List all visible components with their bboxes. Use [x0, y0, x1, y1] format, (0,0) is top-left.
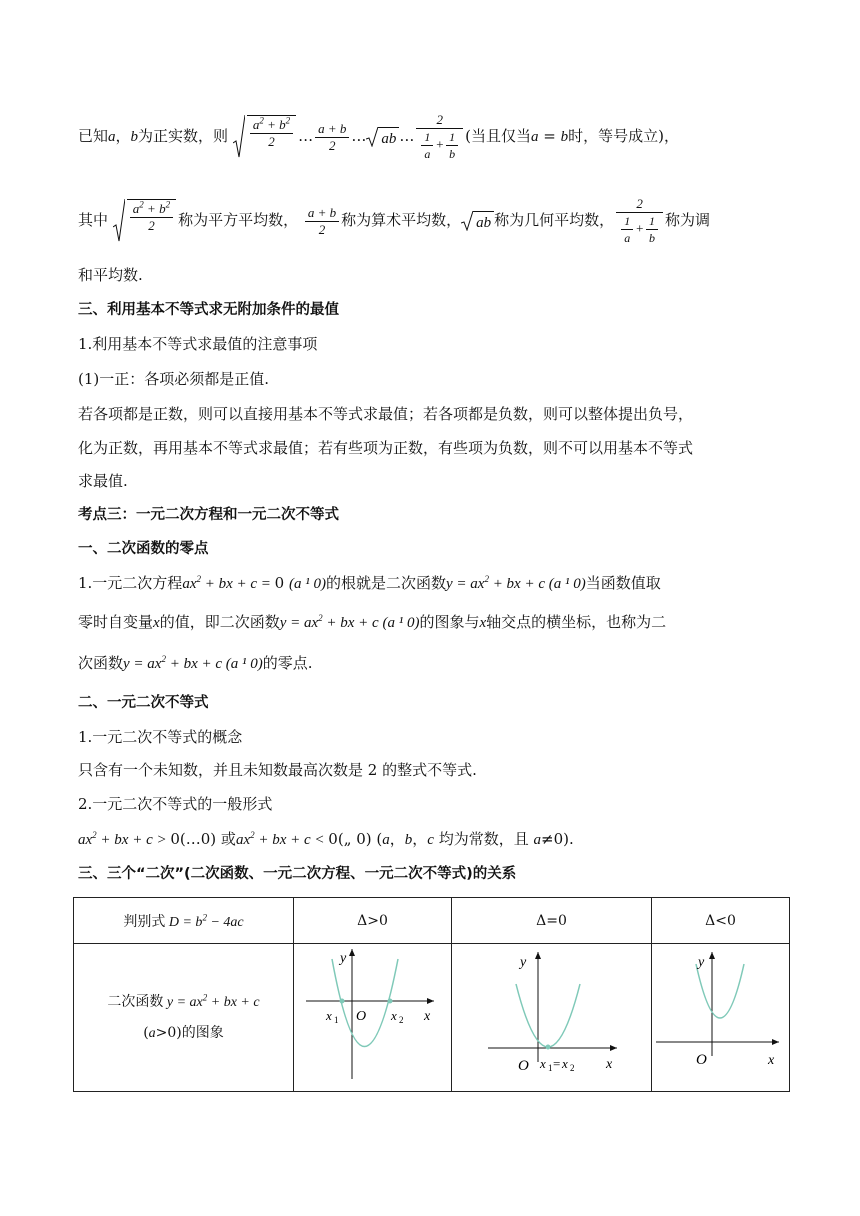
means-definition-line: 其中 $\frac{a^2 + b^2}{2}$ 称为平方平均数， $\frac{a + b}{2}$ 称为算术平均数， ab 称为几何平均数， 2 $\frac{1}{a}$ + $\frac{1}{b}$ 称为调	[78, 196, 710, 245]
section-heading-quadratic-inequality: 二、一元二次不等式	[78, 695, 209, 711]
note-paragraph-1: 若各项都是正数，则可以直接用基本不等式求最值；若各项都是负数，则可以整体提出负号，	[78, 405, 694, 423]
svg-text:x: x	[326, 1008, 332, 1023]
svg-text:y: y	[520, 955, 527, 970]
svg-text:x: x	[562, 1056, 568, 1071]
harmonic-mean-frac: 2 $\frac{1}{a}$ + $\frac{1}{b}$	[416, 112, 463, 162]
svg-text:x: x	[391, 1008, 397, 1023]
svg-text:y: y	[698, 955, 705, 970]
svg-text:O: O	[518, 1058, 529, 1074]
header-delta-negative: Δ<0	[652, 898, 790, 944]
header-delta-positive: Δ>0	[294, 898, 452, 944]
graph-two-roots	[294, 944, 452, 1092]
arith-mean-frac: $\frac{a + b}{2}$	[315, 121, 349, 154]
svg-text:y: y	[340, 951, 347, 966]
section-heading-min-value: 三、利用基本不等式求无附加条件的最值	[78, 302, 339, 318]
svg-text:O: O	[696, 1052, 707, 1068]
note-paragraph-3: 求最值.	[78, 472, 128, 490]
svg-text:2: 2	[399, 1015, 404, 1025]
svg-text:1: 1	[334, 1015, 339, 1025]
general-form-title: 2.一元二次不等式的一般形式	[78, 795, 273, 813]
svg-text:x: x	[424, 1009, 431, 1024]
discriminant-table	[73, 897, 790, 1092]
svg-text:x: x	[606, 1057, 613, 1072]
section-heading-three-quadratics: 三、三个“二次”(二次函数、一元二次方程、一元二次不等式)的关系	[78, 866, 517, 882]
svg-text:O: O	[356, 1009, 367, 1024]
graph-one-root	[452, 944, 652, 1092]
inequality-chain-line: 已知a，b为正实数，则 $\frac{a^2 + b^2}{2}$ … $\frac{a + b}{2}$ … ab … 2 $\frac{1}{a}$ + $\frac{1}{b}$ (当且仅当a = b时，等号成立)，	[78, 112, 679, 161]
note-title: 1.利用基本不等式求最值的注意事项	[78, 335, 318, 353]
svg-text:x: x	[540, 1056, 546, 1071]
concept-text: 只含有一个未知数，并且未知数最高次数是 2 的整式不等式.	[78, 761, 477, 779]
note-paragraph-2: 化为正数，再用基本不等式求最值；若有些项为正数，有些项为负数，则不可以用基本不等式	[78, 439, 694, 457]
svg-text:x: x	[768, 1053, 775, 1068]
row-label-graph: 二次函数 $y = ax^2$ + bx + c (a>0)的图象	[74, 944, 294, 1092]
zero-line-2: 零时自变量x的值，即二次函数$y = ax^2$ + bx + c (a ¹ 0)的图象与x轴交点的横坐标，也称为二	[78, 613, 667, 631]
section-heading-zeros: 一、二次函数的零点	[78, 541, 209, 557]
note-item-1: (1)一正：各项必须都是正值.	[78, 370, 270, 388]
zero-line-1: 1.一元二次方程$ax^2$ + bx + c = 0 (a ¹ 0)的根就是二次函数$y = ax^2$ + bx + c (a ¹ 0)当函数值取	[78, 574, 661, 592]
topic-three-heading: 考点三：一元二次方程和一元二次不等式	[78, 507, 339, 523]
zero-line-3: 次函数$y = ax^2$ + bx + c (a ¹ 0)的零点.	[78, 654, 313, 672]
header-delta-zero: Δ=0	[452, 898, 652, 944]
means-definition-cont: 和平均数.	[78, 266, 143, 284]
concept-title: 1.一元二次不等式的概念	[78, 728, 243, 746]
svg-text:=: =	[553, 1056, 561, 1071]
header-discriminant: 判别式 $D = b^2 - 4ac$	[74, 898, 294, 944]
svg-text:1: 1	[548, 1063, 553, 1073]
general-form-formula: $ax^2$ + bx + c > 0(…0) 或$ax^2$ + bx + c < 0(„ 0) (a，b，c 均为常数，且 a≠0).	[78, 830, 574, 848]
square-mean-root: $\frac{a^2 + b^2}{2}$	[233, 115, 298, 159]
svg-text:2: 2	[570, 1063, 575, 1073]
graph-no-root	[652, 944, 790, 1092]
